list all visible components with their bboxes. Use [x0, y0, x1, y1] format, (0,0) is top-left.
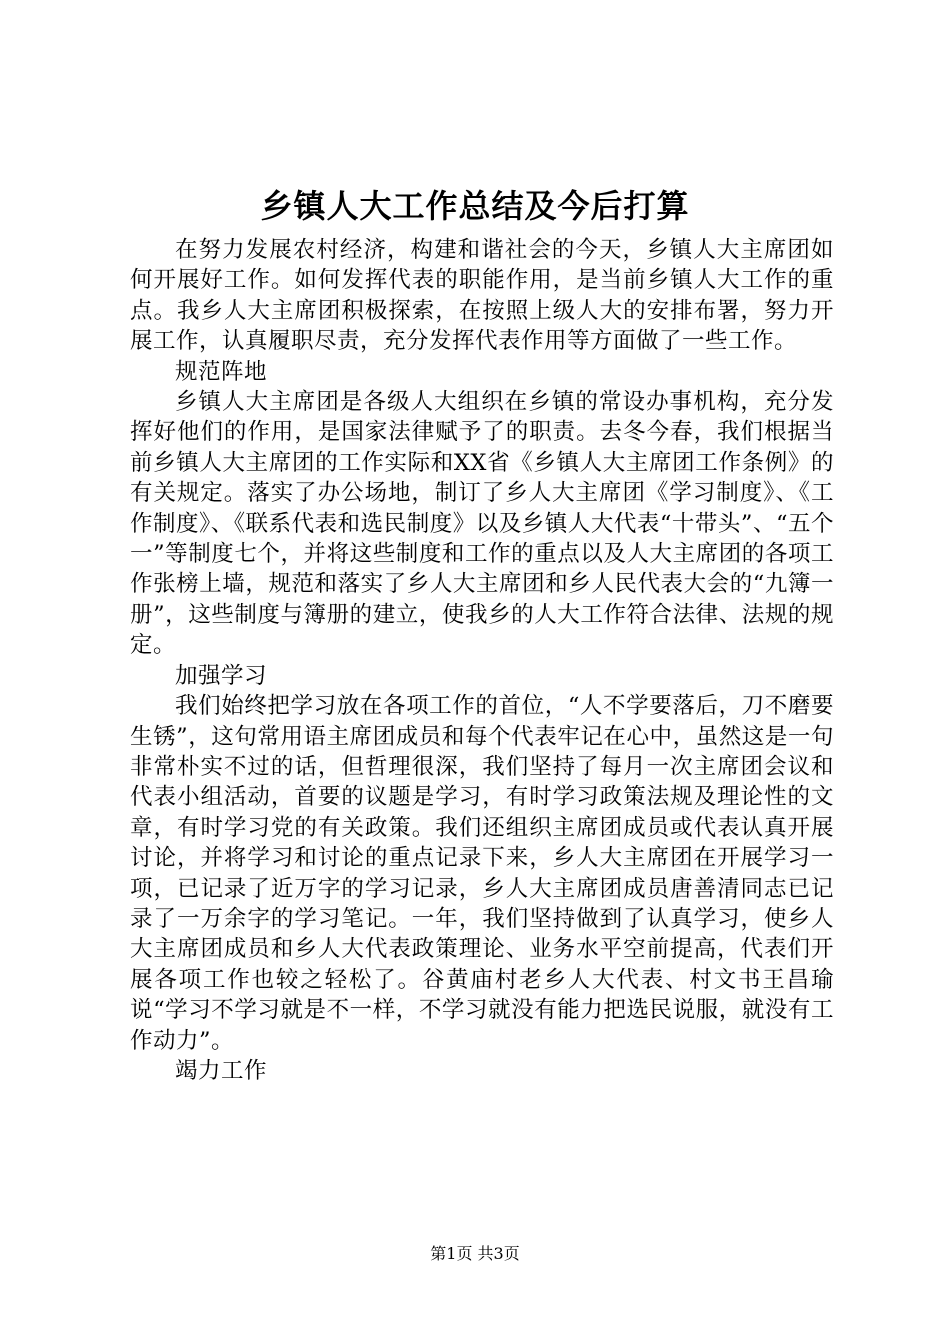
document-title: 乡镇人大工作总结及今后打算	[260, 187, 690, 225]
section-heading-study: 加强学习	[175, 662, 268, 689]
page-number-footer: 第1页 共3页	[430, 1244, 520, 1263]
section-heading-work: 竭力工作	[175, 1057, 268, 1084]
intro-paragraph: 在努力发展农村经济，构建和谐社会的今天，乡镇人大主席团如何开展好工作。如何发挥代表的职能作用，是当前乡镇人大工作的重点。我乡人大主席团积极探索，在按照上级人大的安排布署，努力开展工作，认真履职尽责，充分发挥代表作用等方面做了一些工作。	[130, 237, 834, 355]
section-heading-standardize: 规范阵地	[175, 358, 268, 385]
document-body	[130, 235, 834, 1086]
section-paragraph-study: 我们始终把学习放在各项工作的首位，“人不学要落后，刀不磨要生锈”，这句常用语主席团成员和每个代表牢记在心中，虽然这是一句非常朴实不过的话，但哲理很深，我们坚持了每月一次主席团会议和代表小组活动，首要的议题是学习，有时学习政策法规及理论性的文章，有时学习党的有关政策。我们还组织主席团成员或代表认真开展讨论，并将学习和讨论的重点记录下来，乡人大主席团在开展学习一项，已记录了近万字的学习记录，乡人大主席团成员唐善清同志已记录了一万余字的学习笔记。一年，我们坚持做到了认真学习，使乡人大主席团成员和乡人大代表政策理论、业务水平空前提高，代表们开展各项工作也较之轻松了。谷黄庙村老乡人大代表、村文书王昌瑜说“学习不学习就是不一样，不学习就没有能力把选民说服，就没有工作动力”。	[130, 693, 834, 1054]
section-paragraph-standardize: 乡镇人大主席团是各级人大组织在乡镇的常设办事机构，充分发挥好他们的作用，是国家法律赋予了的职责。去冬今春，我们根据当前乡镇人大主席团的工作实际和XX省《乡镇人大主席团工作条例》的有关规定。落实了办公场地，制订了乡人大主席团《学习制度》、《工作制度》、《联系代表和选民制度》以及乡镇人大代表“十带头”、“五个一”等制度七个，并将这些制度和工作的重点以及人大主席团的各项工作张榜上墙，规范和落实了乡人大主席团和乡人民代表大会的“九簿一册”，这些制度与簿册的建立，使我乡的人大工作符合法律、法规的规定。	[130, 389, 834, 659]
